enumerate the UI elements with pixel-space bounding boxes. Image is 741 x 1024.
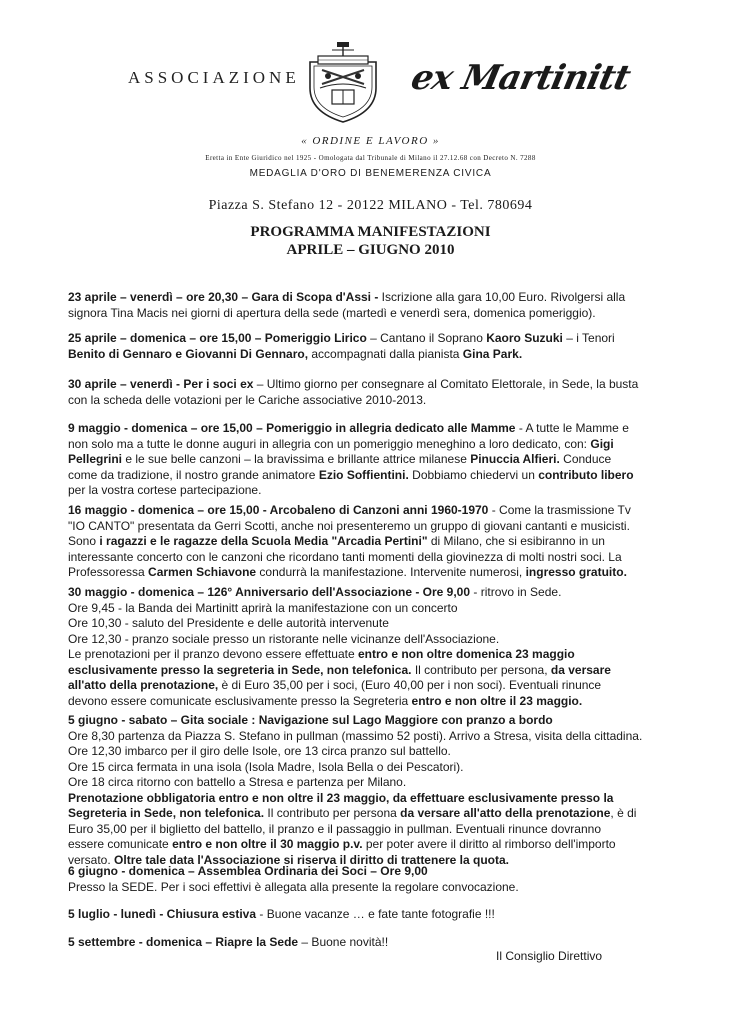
event-text: "IO CANTO" presentata da Gerri Scotti, anche noi presenteremo un gruppo di giovani cantanti e musicisti. (68, 518, 630, 533)
event-text: - Come la trasmissione Tv (488, 503, 631, 517)
event-item (68, 331, 680, 362)
event-text: - Buone vacanze … e fate tante fotografie !!! (256, 907, 495, 921)
event-item (68, 421, 680, 499)
event-text: Dobbiamo chiedervi un (408, 467, 539, 482)
event-text-bold: da versare all'atto della prenotazione (400, 806, 611, 820)
event-text-bold: esclusivamente presso la segreteria in Sede, non telefonica. (68, 662, 412, 677)
event-item (68, 377, 680, 408)
event-text-bold: Ezio Soffientini. (318, 467, 409, 482)
event-heading: 5 settembre - domenica – Riapre la Sede (68, 935, 299, 949)
event-text-bold: Segreteria in Sede, non telefonica. (68, 806, 265, 820)
event-text: – Ultimo giorno per consegnare al Comitato Elettorale, in Sede, la busta (253, 377, 639, 391)
title-line-2: APRILE – GIUGNO 2010 (286, 242, 455, 258)
event-text-bold: Prenotazione obbligatoria entro e non oltre il 23 maggio, da effettuare esclusivamente presso la (68, 790, 614, 805)
event-text-bold: Kaoro Suzuki (486, 331, 563, 345)
event-text: - A tutte le Mamme e (515, 421, 629, 435)
event-text-bold: Oltre tale data l'Associazione si riserva il diritto di trattenere la quota. (114, 852, 509, 867)
event-text: – Cantano il Soprano (366, 331, 487, 345)
event-item (68, 503, 680, 581)
logo-text: ex Martinitt (407, 58, 634, 98)
event-heading: 5 luglio - lunedì - Chiusura estiva (68, 907, 257, 921)
event-text-bold: entro e non oltre domenica 23 maggio (357, 647, 575, 661)
event-text: – Buone novità!! (298, 935, 389, 949)
address: Piazza S. Stefano 12 - 20122 MILANO - Tel. 780694 (208, 198, 533, 213)
event-text: per la vostra cortese partecipazione. (68, 483, 262, 497)
title-line-1: PROGRAMMA MANIFESTAZIONI (250, 224, 491, 240)
event-text-bold: entro e non oltre il 23 maggio. (411, 693, 583, 708)
event-text-bold: contributo libero (538, 467, 634, 482)
signature: Il Consiglio Direttivo (496, 949, 603, 963)
event-text-bold: all'atto della prenotazione, (68, 678, 219, 692)
event-text: Ore 9,45 - la Banda dei Martinitt aprirà la manifestazione con un concerto (68, 600, 458, 615)
event-text-bold: Pinuccia Alfieri. (470, 452, 560, 466)
event-text: di Milano, che si esibiranno in un (427, 534, 605, 548)
event-text-bold: Carmen Schiavone (148, 565, 257, 579)
event-heading: 5 giugno - sabato – Gita sociale : Navigazione sul Lago Maggiore con pranzo a bordo (68, 713, 553, 727)
event-heading: 30 aprile – venerdì - Per i soci ex (68, 377, 254, 391)
event-text: è di Euro 35,00 per i soci, (Euro 40,00 per i non soci). Eventuali rinunce (218, 678, 602, 692)
event-text: non solo ma a tutte le donne auguri in allegria con un pomeriggio meneghino a loro dedicato, con: (68, 436, 591, 451)
association-label: ASSOCIAZIONE (128, 68, 300, 87)
event-text: Euro 35,00 per il biglietto del battello, il pranzo e il passaggio in pullman. Eventuali rinunce dovranno (68, 821, 601, 836)
legal-note: Eretta in Ente Giuridico nel 1925 - Omologata dal Tribunale di Milano il 27.12.68 con Decreto N. 7288 (205, 154, 536, 162)
event-text: Il contributo per persona, (411, 662, 551, 677)
event-item (68, 907, 680, 923)
event-text: Professoressa (68, 565, 149, 579)
event-heading: 25 aprile – domenica – ore 15,00 – Pomeriggio Lirico (68, 331, 367, 345)
association-crest-icon (304, 40, 382, 124)
event-text: Conduce (559, 452, 612, 466)
event-text: con la scheda delle votazioni per le Cariche associative 2010-2013. (68, 392, 427, 407)
page-title (0, 223, 741, 259)
event-heading: 9 maggio - domenica – ore 15,00 – Pomeriggio in allegria dedicato alle Mamme (68, 421, 516, 435)
event-text: versato. (68, 852, 115, 867)
event-text: come da tradizione, il nostro grande animatore (68, 467, 319, 482)
event-item (68, 713, 680, 868)
event-text: signora Tina Macis nei giorni di apertura della sede (martedì e venerdì sera, domenica pomeriggio). (68, 305, 596, 320)
event-text-bold: Gina Park. (462, 346, 523, 361)
event-item (68, 585, 680, 709)
event-text: e le sue belle canzoni – la bravissima e brillante attrice milanese (122, 452, 471, 466)
event-text: Ore 10,30 - saluto del Presidente e delle autorità intervenute (68, 616, 389, 630)
event-item (68, 864, 680, 895)
event-text: Ore 12,30 - pranzo sociale presso un ristorante nelle vicinanze dell'Associazione. (68, 631, 500, 646)
event-item (68, 290, 680, 321)
event-heading: 30 maggio - domenica – 126° Anniversario dell'Associazione - Ore 9,00 (68, 585, 471, 599)
event-text-bold: da versare (550, 662, 611, 677)
event-heading: 16 maggio - domenica – ore 15,00 - Arcobaleno di Canzoni anni 1960-1970 (68, 503, 489, 517)
event-text-bold: entro e non oltre il 30 maggio p.v. (172, 837, 363, 851)
event-text-bold: Pellegrini (68, 452, 123, 466)
event-text: per poter avere il diritto al rimborso dell'importo (362, 837, 616, 851)
event-text: accompagnati dalla pianista (308, 346, 463, 361)
event-heading: 23 aprile – venerdì – ore 20,30 – Gara di Scopa d'Assi - (68, 290, 379, 304)
event-text: devono essere comunicate esclusivamente presso la Segreteria (68, 693, 412, 708)
event-text-bold: Gigi (590, 436, 614, 451)
medal-note: MEDAGLIA D'ORO DI BENEMERENZA CIVICA (249, 168, 492, 179)
event-text: Le prenotazioni per il pranzo devono essere effettuate (68, 647, 358, 661)
event-text: Presso la SEDE. Per i soci effettivi è allegata alla presente la regolare convocazione. (68, 879, 519, 894)
event-text: , è di (610, 806, 637, 820)
motto: « ORDINE E LAVORO » (301, 135, 440, 147)
event-text: Ore 18 circa ritorno con battello a Stresa e partenza per Milano. (68, 775, 407, 789)
event-text-bold: Benito di Gennaro e Giovanni Di Gennaro, (68, 346, 309, 361)
event-heading: 6 giugno - domenica – Assemblea Ordinaria dei Soci – Ore 9,00 (68, 864, 428, 878)
event-text: - ritrovo in Sede. (470, 585, 562, 599)
event-text-bold: ingresso gratuito. (525, 565, 627, 579)
event-text-bold: i ragazzi e le ragazze della Scuola Media "Arcadia Pertini" (99, 534, 428, 548)
event-text: Ore 15 circa fermata in una isola (Isola Madre, Isola Bella o dei Pescatori). (68, 759, 464, 774)
event-text: essere comunicate (68, 837, 173, 851)
event-text: Sono (68, 534, 100, 548)
event-text: – i Tenori (562, 331, 615, 345)
event-text: interessante concerto con le canzoni che ricordano tanti momenti della giovinezza di molti nostri soci. La (68, 549, 622, 564)
event-text: Ore 12,30 imbarco per il giro delle Isole, ore 13 circa pranzo sul battello. (68, 744, 451, 758)
event-text: Ore 8,30 partenza da Piazza S. Stefano in pullman (massimo 52 posti). Arrivo a Stresa, visita della cittadina. (68, 728, 643, 743)
event-text: condurrà la manifestazione. Intervenite numerosi, (256, 565, 526, 579)
event-text: Iscrizione alla gara 10,00 Euro. Rivolgersi alla (378, 290, 626, 304)
event-text: Il contributo per persona (264, 806, 401, 820)
